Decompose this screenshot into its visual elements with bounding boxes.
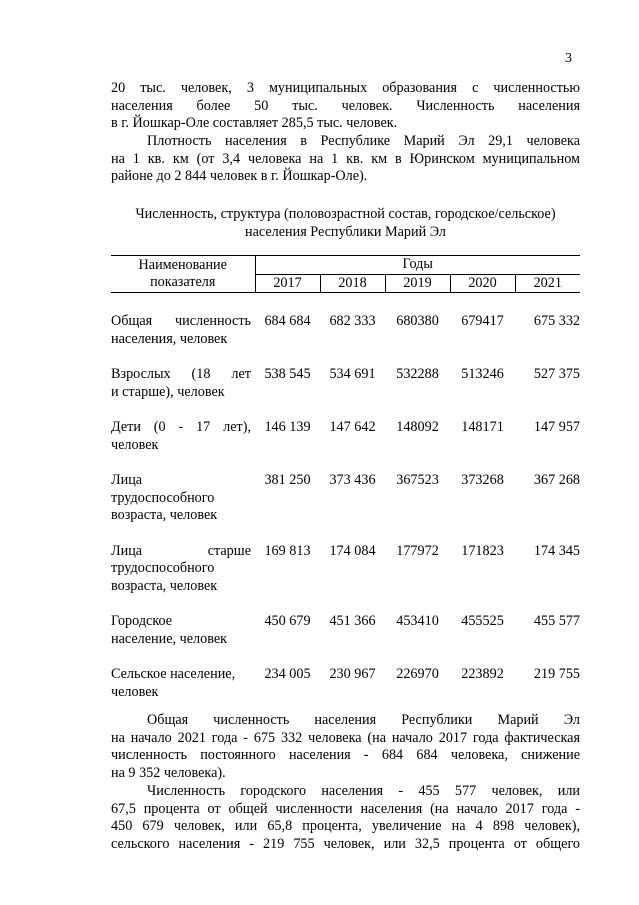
table-row <box>111 313 580 366</box>
text-line: численность постоянного населения - 684 684 человека, снижение <box>111 747 580 763</box>
caption-line: Численность, структура (половозрастной состав, городское/сельское) <box>135 206 556 222</box>
text-line: 20 тыс. человек, 3 муниципальных образования с численностью <box>111 80 580 96</box>
intro-paragraph-1 <box>111 80 580 133</box>
table-cell: 679417 <box>461 313 504 329</box>
text-line: на 9 352 человека). <box>111 764 226 781</box>
table-cell: 532288 <box>396 366 439 382</box>
population-table <box>111 255 580 719</box>
table-row <box>111 419 580 472</box>
row-name: Лица старше трудоспособного возраста, человек <box>111 542 251 594</box>
header-year: 2017 <box>255 274 320 293</box>
text-line: населения более 50 тыс. человек. Численность населения <box>111 97 580 114</box>
text-line: в г. Йошкар-Оле составляет 285,5 тыс. человек. <box>111 115 398 131</box>
table-cell: 450 679 <box>264 613 311 629</box>
row-name: Дети (0 - 17 лет), человек <box>111 419 251 453</box>
table-cell: 147 642 <box>329 419 376 435</box>
table-cell: 381 250 <box>264 472 311 488</box>
table-cell: 226970 <box>396 666 439 682</box>
text-line: сельского населения - 219 755 человек, или 32,5 процента от общего <box>111 835 580 852</box>
table-cell: 367 268 <box>533 472 580 488</box>
table-cell: 534 691 <box>329 366 376 382</box>
table-cell: 680380 <box>396 313 439 329</box>
table-cell: 367523 <box>396 472 439 488</box>
table-cell: 230 967 <box>329 666 376 682</box>
table-cell: 219 755 <box>533 666 580 682</box>
header-indicator-name: Наименование показателя <box>111 256 255 293</box>
header-years: Годы <box>255 256 580 275</box>
header-year: 2018 <box>320 274 385 293</box>
table-cell: 682 333 <box>329 313 376 329</box>
table-row <box>111 366 580 419</box>
table-cell: 527 375 <box>533 366 580 382</box>
table-cell: 146 139 <box>264 419 311 435</box>
table-cell: 455 577 <box>533 613 580 629</box>
text-line: районе до 2 844 человек в г. Йошкар-Оле). <box>111 168 368 184</box>
table-cell: 455525 <box>461 613 504 629</box>
table-cell: 451 366 <box>329 613 376 629</box>
text-line: Общая численность населения Республики Марий Эл <box>147 712 580 728</box>
table-cell: 373 436 <box>329 472 376 488</box>
text-line: на начало 2021 года - 675 332 человека (на начало 2017 года фактическая <box>111 729 580 746</box>
table-caption <box>111 206 580 241</box>
row-name: Сельское население, человек <box>111 666 236 700</box>
table-cell: 538 545 <box>264 366 311 382</box>
table-cell: 513246 <box>461 366 504 382</box>
table-cell: 234 005 <box>264 666 311 682</box>
outro-paragraph-2 <box>111 783 580 853</box>
header-year: 2021 <box>515 274 580 293</box>
table-cell: 684 684 <box>264 313 311 329</box>
table-row <box>111 613 580 666</box>
table-cell: 147 957 <box>533 419 580 435</box>
table-cell: 169 813 <box>264 542 311 559</box>
text-line: на 1 кв. км (от 3,4 человека на 1 кв. км в Юринском муниципальном <box>111 150 580 167</box>
header-year: 2020 <box>450 274 515 293</box>
text-line: Плотность населения в Республике Марий Эл 29,1 человека <box>147 133 580 149</box>
table-cell: 373268 <box>461 472 504 488</box>
caption-line: населения Республики Марий Эл <box>244 223 446 240</box>
table-cell: 148171 <box>461 419 504 435</box>
table-cell: 223892 <box>461 666 504 682</box>
text-line: 450 679 человек, или 65,8 процента, увеличение на 4 898 человек), <box>111 818 580 834</box>
table-row <box>111 472 580 543</box>
table-cell: 453410 <box>396 613 439 629</box>
header-year: 2019 <box>385 274 450 293</box>
table-cell: 174 345 <box>533 542 580 559</box>
outro-paragraph-1 <box>111 712 580 782</box>
text-line: Численность городского населения - 455 577 человек, или <box>147 783 580 799</box>
text-line: 67,5 процента от общей численности населения (на начало 2017 года - <box>111 800 580 817</box>
row-name: Взрослых (18 лет и старше), человек <box>111 366 251 400</box>
table-cell: 171823 <box>461 542 504 559</box>
table-cell: 148092 <box>396 419 439 435</box>
page-number: 3 <box>565 51 572 66</box>
table-cell: 174 084 <box>329 542 376 559</box>
row-name: Общая численность населения, человек <box>111 313 251 347</box>
table-cell: 177972 <box>396 542 439 559</box>
table-row <box>111 543 580 614</box>
row-name: Лица трудоспособного возраста, человек <box>111 472 218 523</box>
table-cell: 675 332 <box>533 313 580 329</box>
intro-paragraph-2 <box>111 133 580 186</box>
row-name: Городское население, человек <box>111 613 228 647</box>
